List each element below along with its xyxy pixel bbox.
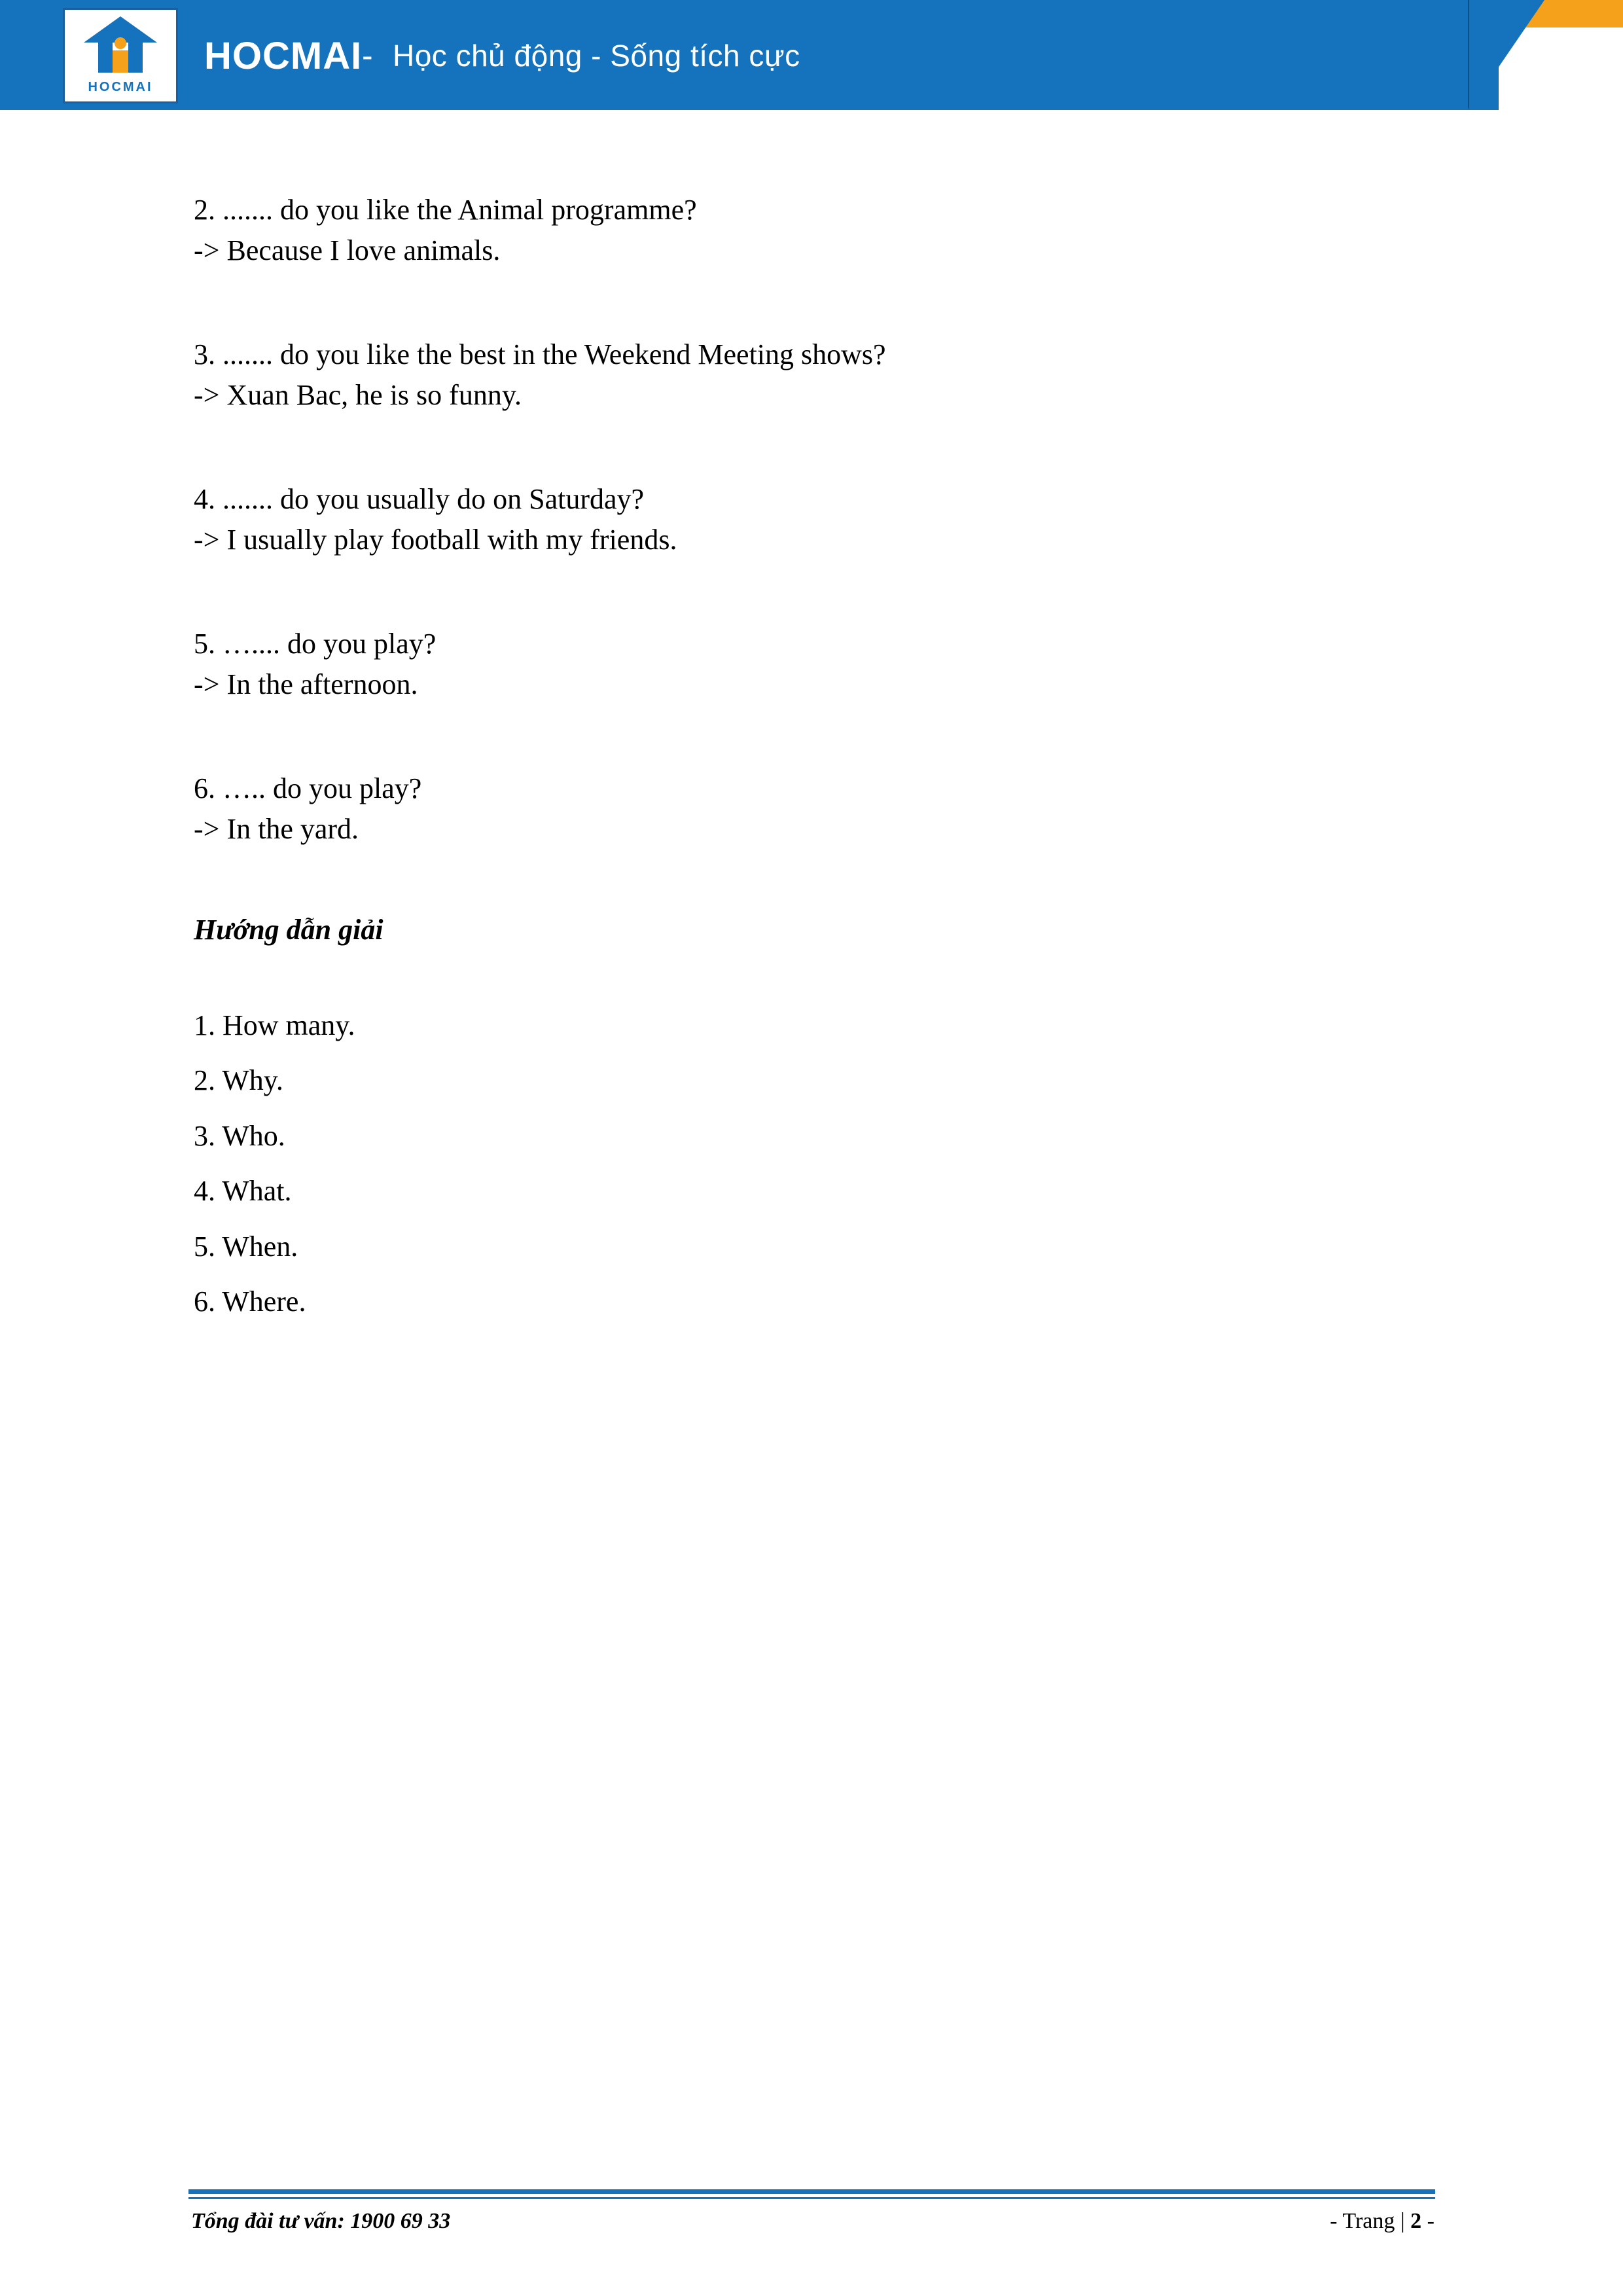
header-blue-corner — [1469, 0, 1544, 110]
solution-heading: Hướng dẫn giải — [194, 913, 383, 946]
logo-caption: HOCMAI — [88, 80, 153, 94]
exercise-answer: -> I usually play football with my friends. — [194, 524, 677, 556]
exercise-item — [194, 768, 1437, 850]
exercise-question: 3. ....... do you like the best in the Weekend Meeting shows? — [194, 338, 886, 370]
footer-page-number — [1330, 2209, 1435, 2234]
exercise-question: 6. ….. do you play? — [194, 772, 422, 804]
solution-list — [194, 1005, 1437, 1323]
hocmai-logo — [63, 8, 178, 103]
exercise-answer: -> In the afternoon. — [194, 668, 418, 701]
footer-page-prefix: - Trang | — [1330, 2209, 1411, 2233]
brand-name: HOCMAI — [204, 35, 363, 77]
solution-item: 5. When. — [194, 1230, 298, 1263]
exercise-question: 5. ….... do you play? — [194, 627, 437, 660]
document-body — [194, 190, 1437, 1337]
footer-hotline: Tổng đài tư vấn: 1900 69 33 — [191, 2209, 451, 2233]
exercise-question: 4. ....... do you usually do on Saturday? — [194, 482, 645, 515]
exercise-item — [194, 334, 1437, 416]
solution-item: 6. Where. — [194, 1285, 306, 1318]
footer-page-value: 2 — [1410, 2209, 1422, 2233]
exercise-item — [194, 479, 1437, 561]
logo-mark-icon — [84, 16, 157, 73]
logo-person-body-icon — [113, 50, 128, 73]
page-header — [0, 0, 1623, 110]
exercise-answer: -> Xuan Bac, he is so funny. — [194, 379, 522, 412]
solution-item: 1. How many. — [194, 1009, 355, 1041]
exercise-item — [194, 190, 1437, 272]
logo-pillar-right — [128, 40, 143, 73]
exercise-item — [194, 624, 1437, 706]
solution-item: 2. Why. — [194, 1064, 283, 1097]
footer-page-suffix: - — [1421, 2209, 1435, 2233]
exercise-answer: -> In the yard. — [194, 813, 359, 846]
footer-divider-thick — [188, 2189, 1435, 2194]
solution-item: 3. Who. — [194, 1119, 285, 1152]
logo-pillar-left — [98, 40, 113, 73]
solution-item: 4. What. — [194, 1175, 292, 1208]
logo-person-head-icon — [115, 37, 126, 49]
exercise-answer: -> Because I love animals. — [194, 234, 501, 267]
footer-divider-thin — [188, 2197, 1435, 2199]
exercise-question: 2. ....... do you like the Animal programme? — [194, 194, 697, 226]
brand-dash: - — [362, 37, 373, 74]
brand-slogan: Học chủ động - Sống tích cực — [393, 39, 800, 73]
